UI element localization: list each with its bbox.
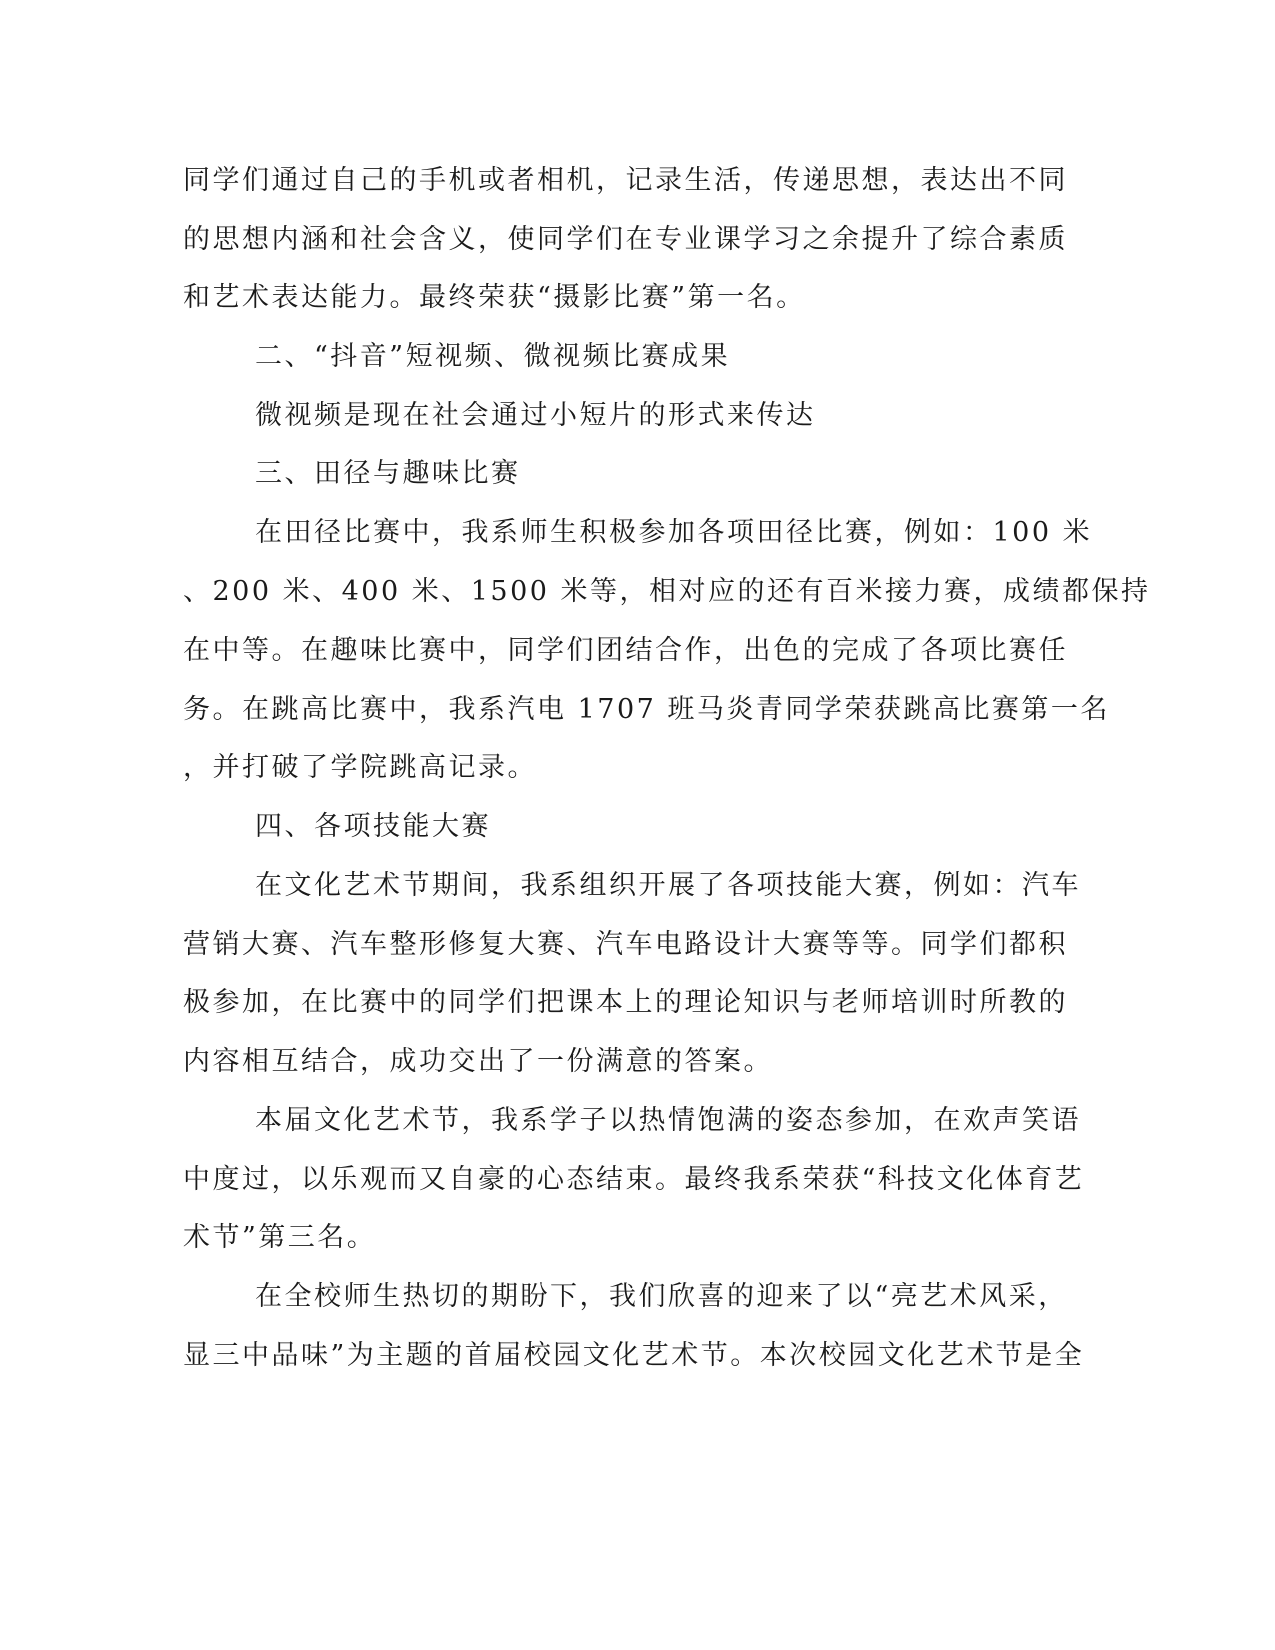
section-heading-2: 二、“抖音”短视频、微视频比赛成果: [255, 341, 731, 372]
section-heading-4: 四、各项技能大赛: [255, 811, 491, 842]
text-line: 中度过，以乐观而又自豪的心态结束。最终我系荣获“科技文化体育艺: [183, 1164, 1085, 1195]
text-line: 本届文化艺术节，我系学子以热情饱满的姿态参加，在欢声笑语: [255, 1105, 1081, 1136]
text-line: 务。在跳高比赛中，我系汽电 1707 班马炎青同学荣获跳高比赛第一名: [183, 694, 1110, 725]
text-line: 、200 米、400 米、1500 米等，相对应的还有百米接力赛，成绩都保持: [183, 576, 1151, 607]
text-line: 在全校师生热切的期盼下，我们欣喜的迎来了以“亮艺术风采，: [255, 1281, 1068, 1312]
text-line: 的思想内涵和社会含义，使同学们在专业课学习之余提升了综合素质: [183, 224, 1068, 255]
section-heading-3: 三、田径与趣味比赛: [255, 458, 521, 489]
text-line: 营销大赛、汽车整形修复大赛、汽车电路设计大赛等等。同学们都积: [183, 929, 1068, 960]
text-line: 在田径比赛中，我系师生积极参加各项田径比赛，例如：100 米: [255, 517, 1093, 548]
text-line: 微视频是现在社会通过小短片的形式来传达: [255, 400, 816, 431]
text-line: 在文化艺术节期间，我系组织开展了各项技能大赛，例如：汽车: [255, 870, 1081, 901]
text-line: 术节”第三名。: [183, 1222, 377, 1253]
text-line: 内容相互结合，成功交出了一份满意的答案。: [183, 1046, 773, 1077]
text-line: 显三中品味”为主题的首届校园文化艺术节。本次校园文化艺术节是全: [183, 1340, 1085, 1371]
text-line: 极参加，在比赛中的同学们把课本上的理论知识与老师培训时所教的: [183, 987, 1068, 1018]
text-line: 同学们通过自己的手机或者相机，记录生活，传递思想，表达出不同: [183, 165, 1068, 196]
text-line: 和艺术表达能力。最终荣获“摄影比赛”第一名。: [183, 282, 806, 313]
text-line: ，并打破了学院跳高记录。: [183, 752, 537, 783]
text-line: 在中等。在趣味比赛中，同学们团结合作，出色的完成了各项比赛任: [183, 635, 1068, 666]
